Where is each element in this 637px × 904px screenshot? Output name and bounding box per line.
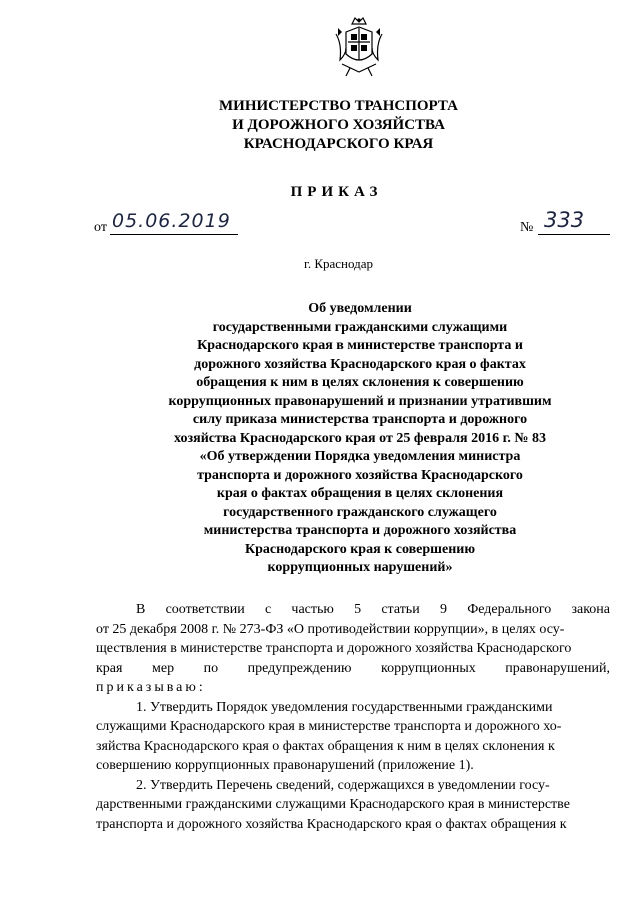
body-line: края мер по предупреждению коррупционных правонарушений,	[96, 660, 610, 676]
title-line: края о фактах обращения в целях склонения	[216, 486, 504, 501]
number-underline	[538, 234, 610, 235]
title-line: государственного гражданского служащего	[223, 504, 497, 520]
body-line: В соответствии с частью 5 статьи 9 Федерального закона	[136, 602, 610, 617]
ministry-name	[0, 97, 637, 154]
date-handwritten: 05.06.2019	[112, 210, 231, 232]
title-line: коррупционных нарушений»	[267, 560, 453, 575]
title-line: обращения к ним в целях склонения к совершению	[196, 375, 524, 390]
body-line: транспорта и дорожного хозяйства Краснодарского края о фактах обращения к	[96, 816, 567, 832]
title-line: министерства транспорта и дорожного хозяйства	[203, 523, 517, 538]
number-prefix: №	[520, 220, 534, 235]
title-line: Краснодарского края к совершению	[244, 541, 476, 557]
body-line: от 25 декабря 2008 г. № 273-ФЗ «О противодействии коррупции», в целях осу-	[96, 621, 565, 637]
body-line: служащими Краснодарского края в министерстве транспорта и дорожного хо-	[96, 719, 562, 734]
body-line: совершению коррупционных правонарушений (приложение 1).	[96, 758, 474, 773]
ministry-line: МИНИСТЕРСТВО ТРАНСПОРТА	[219, 98, 458, 114]
body-line: зяйства Краснодарского края о фактах обращения к ним в целях склонения к	[96, 738, 555, 754]
ministry-line: КРАСНОДАРСКОГО КРАЯ	[243, 136, 434, 152]
ministry-line: И ДОРОЖНОГО ХОЗЯЙСТВА	[232, 117, 445, 133]
title-line: «Об утверждении Порядка уведомления министра	[199, 449, 521, 464]
body-line: приказываю:	[96, 680, 206, 695]
body-line: 1. Утвердить Порядок уведомления государственными гражданскими	[136, 699, 553, 715]
date-number-row	[0, 208, 637, 238]
title-line: дорожного хозяйства Краснодарского края о фактах	[194, 356, 526, 372]
body-line: 2. Утвердить Перечень сведений, содержащихся в уведомлении госу-	[136, 777, 550, 793]
number-handwritten: 333	[544, 208, 585, 232]
title-line: государственными гражданскими служащими	[212, 319, 508, 335]
title-line: коррупционных правонарушений и признании утратившим	[168, 393, 552, 409]
body-line: дарственными гражданскими служащими Краснодарского края в министерстве	[96, 797, 570, 812]
title-line: хозяйства Краснодарского края от 25 февраля 2016 г. № 83	[174, 430, 546, 446]
title-line: Краснодарского края в министерстве транспорта и	[197, 338, 523, 353]
title-line: силу приказа министерства транспорта и дорожного	[192, 412, 528, 427]
title-line: Об уведомлении	[308, 301, 412, 316]
document-title	[150, 300, 570, 578]
date-underline	[110, 234, 238, 235]
document-body	[96, 600, 610, 834]
date-prefix: от	[94, 220, 107, 235]
title-line: транспорта и дорожного хозяйства Краснодарского	[197, 467, 523, 483]
body-line: ществления в министерстве транспорта и дорожного хозяйства Краснодарского	[96, 641, 572, 656]
document-type: ПРИКАЗ	[290, 184, 383, 200]
coat-of-arms-icon	[332, 14, 386, 78]
city: г. Краснодар	[303, 256, 374, 271]
